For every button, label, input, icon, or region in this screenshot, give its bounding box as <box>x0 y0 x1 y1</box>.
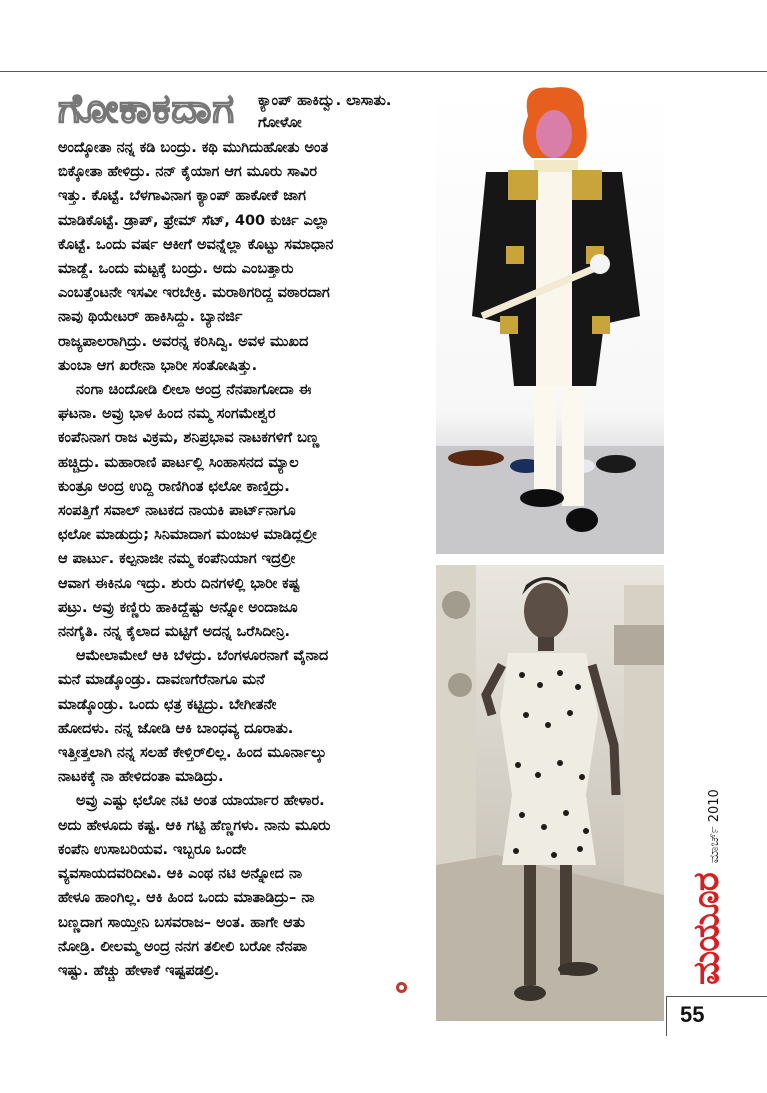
article-line: ತುಂಬಾ ಆಗ ಖರೇನಾ ಭಾರೀ ಸಂತೋಷಿತ್ತು. <box>58 357 258 374</box>
article-body <box>58 86 426 983</box>
issue-date: ಮಾರ್ಚ್ 2010 <box>707 789 722 864</box>
photo-actress-in-dress <box>436 565 664 1021</box>
article-line: ಮಾಡ್ಕೊಂಡ್ರು. ಒಂದು ಛತ್ರ ಕಟ್ಟಿದ್ರು. ಬೇಗೀತನೇ <box>58 696 277 713</box>
article-line: ಆ ಪಾರ್ಟು. ಕಲ್ಪನಾಜೀ ನಮ್ಮ ಕಂಪೆನಿಯಾಗ ಇದ್ರಲ್ರೀ <box>58 551 296 568</box>
article-line: ನಂಗಾ ಚಿಂದೋಡಿ ಲೀಲಾ ಅಂದ್ರ ನೆನಪಾಗೋದಾ ಈ <box>76 382 312 399</box>
headline-row <box>58 86 426 136</box>
article-line: ಬಿಕ್ಕೋತಾ ಹೇಳಿದ್ರು. ನನ್ ಕೈಯಾಗ ಆಗ ಮೂರು ಸಾವಿರ <box>58 164 318 181</box>
article-line: ಹಚ್ಚಿದ್ರು. ಮಹಾರಾಣಿ ಪಾರ್ಟಲ್ಲಿ ಸಿಂಹಾಸನದ ಮ್ಯಾಲ <box>58 454 299 471</box>
headline: ಗೋಕಾಕದಾಗ <box>58 86 235 132</box>
footer-rule-vertical <box>666 996 667 1036</box>
article-line: ಕಂಪೆನಿನಾಗ ರಾಜ ವಿಕ್ರಮ, ಶನಿಪ್ರಭಾವ ನಾಟಕಗಳಿಗೆ ಬಣ್ಣ <box>58 430 320 447</box>
article-line: ಕುಂತ್ರೂ ಅಂದ್ರ ಉದ್ದಿ ರಾಣಿಗಿಂತ ಛಲೋ ಕಾಣ್ತಿದ್ರು. <box>58 478 290 495</box>
article-line: ಛಲೋ ಮಾಡುದ್ರು; ಸಿನಿಮಾದಾಗ ಮಂಜುಳ ಮಾಡಿದ್ಲಲ್ರೀ <box>58 527 317 544</box>
magazine-name: ಮಯೂರ <box>686 873 727 985</box>
magazine-masthead <box>686 775 728 985</box>
article-line: ಆವಾಗ ಈಕಿನೂ ಇದ್ರು. ಶುರು ದಿನಗಳಲ್ಲಿ ಭಾರೀ ಕಷ್ಟ <box>58 575 300 592</box>
footer-rule <box>666 996 767 997</box>
article-line: ರಾಜ್ಯಪಾಲರಾಗಿದ್ರು. ಅವರನ್ನ ಕರಿಸಿದ್ವಿ. ಅವಳ ಮುಖದ <box>58 333 309 350</box>
article-line: ಸಂಪತ್ತಿಗೆ ಸವಾಲ್ ನಾಟಕದ ನಾಯಕಿ ಪಾರ್ಟ್‌ನಾಗೂ <box>58 503 296 520</box>
article-line: ನಾಟಕಕ್ಕೆ ನಾ ಹೇಳಿದಂತಾ ಮಾಡಿದ್ರು. <box>58 769 224 786</box>
article-line: ಮಾಡ್ದೆ. ಒಂದು ಮಟ್ಟಕ್ಕೆ ಬಂದ್ರು. ಅದು ಎಂಬತ್ತಾರು <box>58 261 294 278</box>
article-line: ಇಷ್ಟು. ಹೆಚ್ಚು ಹೇಳಾಕೆ ಇಷ್ಟಪಡಲ್ರಿ. <box>58 962 220 979</box>
article-line: ಅವ್ರು ಎಷ್ಟು ಛಲೋ ನಟಿ ಅಂತ ಯಾರ್ಯಾರ ಹೇಳಾರ. <box>76 793 325 810</box>
article-line: ಎಂಬತ್ತೆಂಟನೇ ಇಸವೀ ಇರಬೇಕ್ರಿ. ಮರಾಠಿಗರಿದ್ದ ವಠಾರದಾಗ <box>58 285 330 302</box>
page-number: 55 <box>680 1002 705 1027</box>
article-line: ಇತ್ತು. ಕೊಟ್ಟೆ. ಬೆಳಗಾವಿನಾಗ ಕ್ಯಾಂಪ್ ಹಾಕೋಕೆ ಜಾಗ <box>58 188 306 205</box>
article-line: ಹೇಳೂ ಹಾಂಗಿಲ್ಲ. ಆಕಿ ಹಿಂದ ಒಂದು ಮಾತಾಡಿದ್ರು– ನಾ <box>58 890 315 907</box>
article-line: ಅಂದ್ಕೋತಾ ನನ್ನ ಕಡಿ ಬಂದ್ರು. ಕಥಿ ಮುಗಿದುಹೋತು ಅಂತ <box>58 140 329 156</box>
article-line: ಬಣ್ಣದಾಗ ಸಾಯ್ತೀನಿ ಬಸವರಾಜ– ಅಂತ. ಹಾಗೇ ಆತು <box>58 914 305 931</box>
article-line: ನಾವು ಥಿಯೇಟರ್ ಹಾಕಿಸಿದ್ದು. ಬ್ಯಾನರ್ಜಿ <box>58 309 243 326</box>
article-line: ಕಂಪೆನಿ ಉಸಾಬರಿಯವ. ಇಬ್ಬರೂ ಒಂದೇ <box>58 841 247 858</box>
article-line: ಅದು ಹೇಳೂದು ಕಷ್ಟ. ಆಕಿ ಗಟ್ಟಿ ಹೆಣ್ಣಗಳು. ನಾನು ಮೂರು <box>58 817 331 834</box>
article-line: ಮಾಡಿಕೊಟ್ಟೆ. ಡ್ರಾಪ್, ಫ್ರೇಮ್ ಸೆಟ್, 400 ಕುರ್ಚಿ ಎಲ್ಲಾ <box>58 212 330 229</box>
article-line: ವ್ಯವಸಾಯದವರಿದೀವಿ. ಆಕಿ ಎಂಥ ನಟಿ ಅನ್ನೋದ ನಾ <box>58 866 303 883</box>
article-line: ಘಟನಾ. ಅವ್ರು ಭಾಳ ಹಿಂದ ನಮ್ಮ ಸಂಗಮೇಶ್ವರ <box>58 406 276 423</box>
article-line: ಇತ್ತೀತ್ತಲಾಗಿ ನನ್ನ ಸಲಹೆ ಕೇಳ್ತಿರ್‌ಲಿಲ್ಲ. ಹಿಂದ ಮೂರ್ನಾಲ್ಕು <box>58 745 327 762</box>
article-line: ನೋಡ್ರಿ. ಲೀಲಮ್ಮ ಅಂದ್ರ ನನಗ ತಲೀಲಿ ಬರೋ ನೆನಪಾ <box>58 938 308 955</box>
article-lines <box>58 136 426 983</box>
article-line: ಹೋದಳು. ನನ್ನ ಜೋಡಿ ಆಕಿ ಬಾಂಧವ್ಯ ದೂರಾತು. <box>58 720 294 737</box>
article-line: ಕೊಟ್ಟೆ. ಒಂದು ವರ್ಷ ಆಕೀಗೆ ಅವನ್ನೆಲ್ಲಾ ಕೊಟ್ಟು ಸಮಾಧಾನ <box>58 236 334 253</box>
article-line: ಪಟ್ರು. ಅವ್ರು ಕಣ್ಣಿರು ಹಾಕಿದ್ದೆಷ್ಟು ಅನ್ನೋ ಅಂದಾಜೂ <box>58 599 298 616</box>
article-line: ಆಮೇಲಾಮೇಲೆ ಆಕಿ ಬೆಳದ್ರು. ಬೆಂಗಳೂರನಾಗೆ ವೈನಾದ <box>76 648 329 665</box>
article-line: ಮನೆ ಮಾಡ್ಕೊಂಡ್ರು. ದಾವಣಗೆರೆನಾಗೂ ಮನೆ <box>58 672 265 689</box>
end-mark-icon <box>396 982 407 993</box>
article-line: ನನಗೈತಿ. ನನ್ನ ಕೈಲಾದ ಮಟ್ಟಿಗೆ ಅದನ್ನ ಒರೆಸಿದೀನ್ರಿ. <box>58 624 291 641</box>
headline-continuation: ಕ್ಯಾಂಪ್ ಹಾಕಿದ್ವು. ಲಾಸಾತು. ಗೋಳೋ <box>258 93 392 131</box>
top-rule <box>0 71 767 72</box>
photo-actor-in-costume <box>436 86 664 554</box>
